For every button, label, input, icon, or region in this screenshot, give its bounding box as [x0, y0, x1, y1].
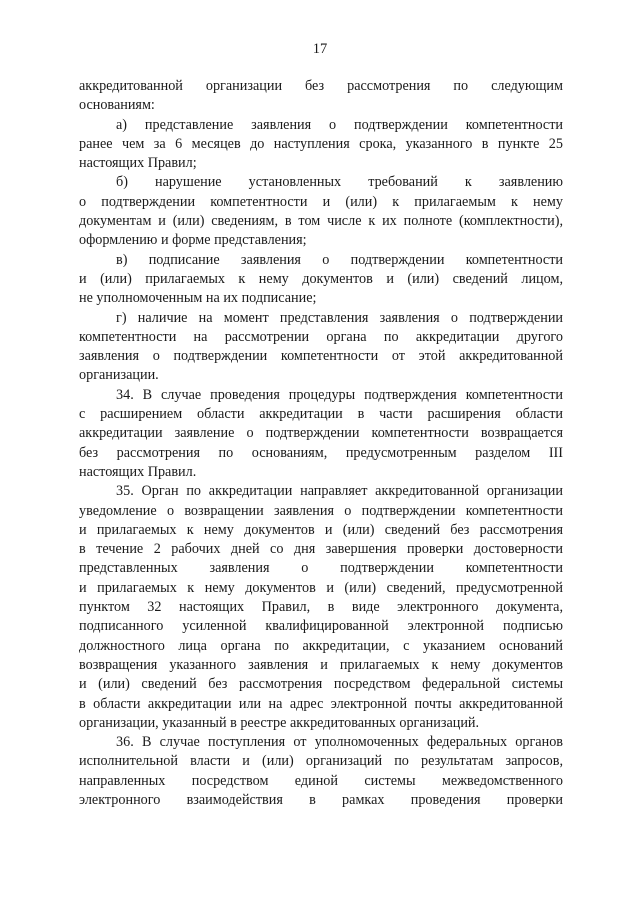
text-line: и (или) прилагаемых к нему документов и (или) сведений лицом,: [79, 270, 563, 287]
text-line: и прилагаемых к нему документов и (или) сведений без рассмотрения: [79, 521, 563, 538]
text-line: в) подписание заявления о подтверждении компетентности: [116, 251, 563, 268]
text-line: организации, указанный в реестре аккредитованных организаций.: [79, 714, 480, 731]
text-line: в области аккредитации или на адрес электронной почты аккредитованной: [79, 695, 563, 712]
paragraph: [79, 309, 563, 386]
text-line: аккредитации заявление о подтверждении компетентности возвращается: [79, 425, 563, 442]
text-line: а) представление заявления о подтверждении компетентности: [116, 116, 563, 133]
text-line: с расширением области аккредитации в части расширения области: [79, 406, 563, 423]
text-line: подписанного усиленной квалифицированной электронной подписью: [79, 618, 563, 635]
paragraph: [79, 77, 563, 116]
paragraph: [79, 251, 563, 309]
text-line: ранее чем за 6 месяцев до наступления срока, указанного в пункте 25: [79, 135, 563, 152]
text-line: документам и (или) сведениям, в том числе к их полноте (комплектности),: [79, 213, 563, 230]
paragraph: [79, 116, 563, 174]
text-line: настоящих Правил;: [79, 155, 197, 172]
text-line: оформлению и форме представления;: [79, 232, 307, 249]
paragraph: [79, 733, 563, 810]
text-line: 35. Орган по аккредитации направляет аккредитованной организации: [116, 483, 563, 500]
text-line: б) нарушение установленных требований к заявлению: [116, 174, 563, 191]
text-line: о подтверждении компетентности и (или) к прилагаемым к нему: [79, 193, 563, 210]
paragraph: [79, 482, 563, 733]
text-line: исполнительной власти и (или) организаций по результатам запросов,: [79, 753, 563, 770]
text-line: организации.: [79, 367, 159, 384]
text-line: не уполномоченным на их подписание;: [79, 290, 317, 307]
text-line: заявления о подтверждении компетентности от этой аккредитованной: [79, 348, 563, 365]
text-line: настоящих Правил.: [79, 463, 197, 480]
text-line: представленных заявления о подтверждении компетентности: [79, 560, 563, 577]
text-line: основаниям:: [79, 97, 155, 114]
text-line: должностного лица органа по аккредитации, с указанием оснований: [79, 637, 563, 654]
text-line: без рассмотрения по основаниям, предусмотренным разделом III: [79, 444, 563, 461]
text-line: уведомление о возвращении заявления о подтверждении компетентности: [79, 502, 563, 519]
text-line: направленных посредством единой системы межведомственного: [79, 772, 563, 789]
text-line: аккредитованной организации без рассмотрения по следующим: [79, 78, 563, 94]
text-line: и (или) сведений без рассмотрения посредством федеральной системы: [79, 676, 563, 693]
paragraph: [79, 173, 563, 250]
text-line: 36. В случае поступления от уполномоченных федеральных органов: [116, 734, 563, 751]
text-line: электронного взаимодействия в рамках проведения проверки: [79, 791, 563, 808]
text-line: 34. В случае проведения процедуры подтверждения компетентности: [116, 386, 563, 403]
paragraph: [79, 386, 563, 482]
text-line: пунктом 32 настоящих Правил, в виде электронного документа,: [79, 599, 563, 616]
document-body: [79, 77, 563, 810]
text-line: г) наличие на момент представления заявления о подтверждении: [116, 309, 563, 326]
text-line: и прилагаемых к нему документов и (или) сведений, предусмотренной: [79, 579, 563, 596]
text-line: компетентности на рассмотрении органа по аккредитации другого: [79, 328, 563, 345]
page-number: 17: [312, 41, 328, 57]
text-line: возвращения указанного заявления и прилагаемых к нему документов: [79, 656, 563, 673]
text-line: в течение 2 рабочих дней со дня завершения проверки достоверности: [79, 541, 563, 558]
